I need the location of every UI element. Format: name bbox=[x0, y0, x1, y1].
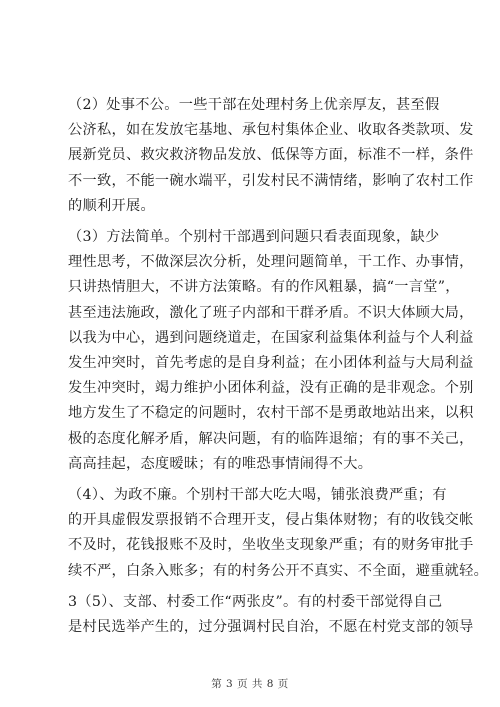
text-line: 极的态度化解矛盾，解决问题，有的临阵退缩；有的事不关己， bbox=[68, 430, 474, 447]
text-line: 甚至违法施政，激化了班子内部和干群矛盾。不识大体顾大局， bbox=[68, 304, 474, 321]
text-line: 的开具虚假发票报销不合理开支，侵占集体财物；有的收钱交帐 bbox=[68, 512, 474, 529]
text-line: 发生冲突时，竭力维护小团体利益，没有正确的是非观念。个别 bbox=[68, 380, 474, 397]
text-line: 理性思考，不做深层次分析，处理问题简单，干工作、办事情， bbox=[68, 254, 474, 271]
text-line: 展新党员、救灾救济物品发放、低保等方面，标准不一样，条件 bbox=[68, 147, 474, 164]
text-line: 是村民选举产生的，过分强调村民自治，不愿在村党支部的领导 bbox=[68, 619, 474, 636]
document-body bbox=[68, 93, 489, 646]
text-line: （4）、为政不廉。个别村干部大吃大喝，铺张浪费严重；有 bbox=[68, 487, 447, 504]
text-line: 不一致，不能一碗水端平，引发村民不满情绪，影响了农村工作 bbox=[68, 172, 474, 189]
paragraph-2 bbox=[68, 93, 474, 219]
text-line: 高高挂起，态度暧昧；有的唯恐事情闹得不大。 bbox=[68, 455, 373, 472]
text-line: 3（5）、支部、村委工作“两张皮”。有的村委干部觉得自己 bbox=[68, 593, 443, 610]
text-line: 续不严，白条入账多；有的村务公开不真实、不全面，避重就轻。 bbox=[68, 562, 489, 579]
text-line: 以我为中心，遇到问题绕道走，在国家利益集体利益与个人利益 bbox=[68, 329, 474, 346]
paragraph-3 bbox=[68, 225, 474, 477]
text-line: 只讲热情胆大，不讲方法策略。有的作风粗暴，搞“一言堂”， bbox=[68, 279, 460, 296]
page-number-footer: 第 3 页 共 8 页 bbox=[211, 678, 289, 690]
paragraph-5 bbox=[68, 590, 474, 640]
text-line: （3）方法简单。个别村干部遇到问题只看表面现象，缺少 bbox=[68, 229, 440, 246]
text-line: 地方发生了不稳定的问题时，农村干部不是勇敢地站出来，以积 bbox=[68, 405, 474, 422]
text-line: 不及时，花钱报账不及时，坐收坐支现象严重；有的财务审批手 bbox=[68, 537, 474, 554]
text-line: （2）处事不公。一些干部在处理村务上优亲厚友，甚至假 bbox=[68, 97, 440, 113]
paragraph-4 bbox=[68, 483, 489, 584]
text-line: 的顺利开展。 bbox=[68, 197, 155, 214]
text-line: 发生冲突时，首先考虑的是自身利益；在小团体利益与大局利益 bbox=[68, 355, 474, 372]
text-line: 公济私，如在发放宅基地、承包村集体企业、收取各类款项、发 bbox=[68, 122, 474, 139]
